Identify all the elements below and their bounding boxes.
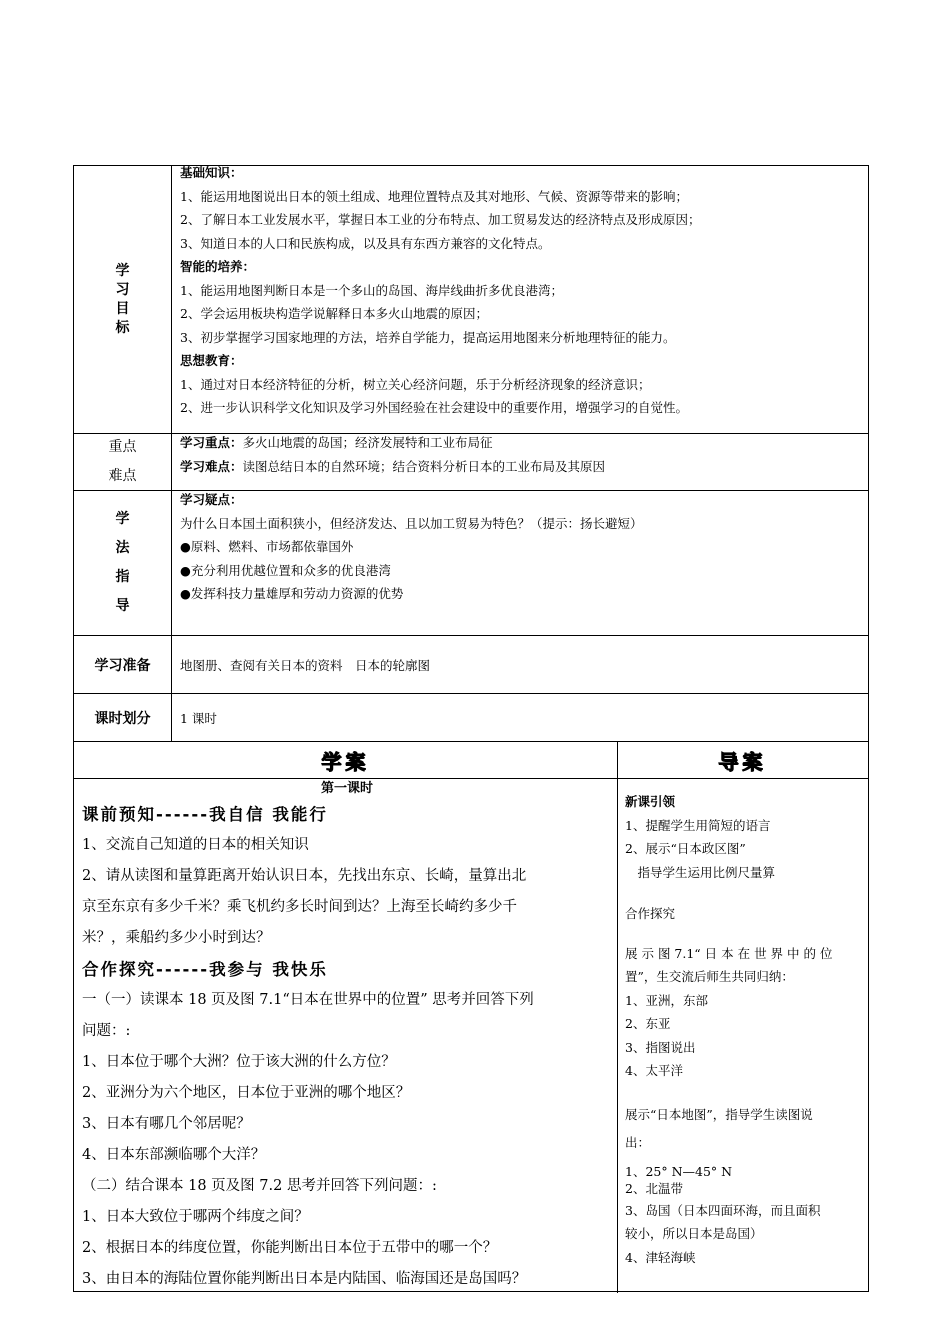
objective-item: 2、了解日本工业发展水平，掌握日本工业的分布特点、加工贸易发达的经济特点及形成原因； [180,212,701,227]
guide-answer: 2、北温带 [625,1180,683,1196]
objectives-label: 学习目标 [115,262,130,336]
prep-label-cell [74,636,172,693]
explore-item: （二）结合课本 18 页及图 7.2 思考并回答下列问题：: [82,1178,437,1194]
objectives-row [74,166,868,433]
objectives-content [172,161,868,433]
keypoints-label-cell [74,434,172,490]
guide-coop-heading: 合作探究 [625,906,676,921]
study-plan-header: 学案 [321,749,370,774]
objective-item: 2、进一步认识科学文化知识及学习外国经验在社会建设中的重要作用，增强学习的自觉性。 [180,400,688,415]
preview-item: 京至东京有多少千米？乘飞机约多长时间到达？上海至长崎约多少千 [82,899,517,915]
method-heading: 学习疑点： [180,492,243,507]
objective-item: 1、能运用地图判断日本是一个多山的岛国、海岸线曲折多优良港湾； [180,282,563,298]
preview-item: 1、交流自己知道的日本的相关知识 [82,837,309,853]
explore-heading: 合作探究------我参与 我快乐 [82,960,328,979]
hard-point-label: 学习难点： [180,458,243,474]
explore-item: 3、日本有哪几个邻居呢？ [82,1116,251,1132]
teaching-guide-column [625,790,865,1269]
method-label-char: 法 [115,540,130,556]
explore-item: 2、根据日本的纬度位置，你能判断出日本位于五带中的哪一个？ [82,1240,498,1256]
explore-item: 问题：: [82,1023,131,1039]
guide-intro-item: 指导学生运用比例尺量算 [625,864,776,880]
teaching-guide-header: 导案 [718,749,767,774]
guide-show-line: 出： [625,1134,651,1150]
method-label-char: 指 [115,569,130,585]
guide-intro-item: 1、提醒学生用简短的语言 [625,817,771,833]
objectives-heading-thought: 思想教育： [180,353,243,368]
explore-item: 一（一）读课本 18 页及图 7.1“日本在世界中的位置” 思考并回答下列 [82,992,534,1008]
method-label [116,505,130,621]
preview-item: 米？，乘船约多少小时到达？ [82,930,271,946]
study-plan-column [82,779,612,1295]
method-bullet: ●充分利用优越位置和众多的优良港湾 [180,562,391,578]
guide-intro-item: 2、展示“日本政区图” [625,841,746,856]
guide-show-line: 展 示 图 7.1“ 日 本 在 世 界 中 的 位 [625,945,833,961]
guide-answer: 1、25° N—45° N [625,1163,733,1179]
objective-item: 3、初步掌握学习国家地理的方法，培养自学能力，提高运用地图来分析地理特征的能力。 [180,329,676,345]
keypoints-label-key: 重点 [108,439,137,455]
preview-heading: 课前预知------我自信 我能行 [82,805,328,824]
objective-item: 1、能运用地图说出日本的领土组成、地理位置特点及其对地形、气候、资源等带来的影响； [180,188,688,204]
explore-item: 1、日本大致位于哪两个纬度之间？ [82,1209,309,1225]
explore-item: 1、日本位于哪个大洲？位于该大洲的什么方位？ [82,1054,396,1070]
method-bullet: ●原料、燃料、市场都依靠国外 [180,539,354,554]
explore-item: 2、亚洲分为六个地区，日本位于亚洲的哪个地区？ [82,1085,411,1101]
key-point-label: 学习重点： [180,435,243,450]
guide-show-line: 置”，生交流后师生共同归纳： [625,969,794,984]
prep-label: 学习准备 [94,657,151,674]
key-point-line [180,431,868,455]
guide-answer: 2、东亚 [625,1016,671,1031]
lesson-content-row [74,778,868,1293]
period-label: 课时划分 [94,710,151,727]
guide-answer: 3、指图说出 [625,1039,696,1055]
guide-show-line: 展示“日本地图”，指导学生读图说 [625,1106,813,1122]
objective-item: 3、知道日本的人口和民族构成，以及具有东西方兼容的文化特点。 [180,235,551,251]
method-bullet: ●发挥科技力量雄厚和劳动力资源的优势 [180,586,404,601]
guide-answer: 4、津轻海峡 [625,1249,696,1265]
hard-point-line [180,455,868,479]
hard-point-text: 读图总结日本的自然环境；结合资料分析日本的工业布局及其原因 [242,458,606,474]
explore-item: 3、由日本的海陆位置你能判断出日本是内陆国、临海国还是岛国吗？ [82,1271,527,1287]
guide-answer: 较小，所以日本是岛国） [625,1226,763,1241]
prep-row [74,635,868,693]
period-label-cell [74,694,172,741]
objectives-label-cell [74,166,172,433]
period-content [172,694,868,741]
method-row [74,490,868,635]
objective-item: 1、通过对日本经济特征的分析，树立关心经济问题，乐于分析经济现象的经济意识； [180,376,651,392]
column-divider [617,779,618,1293]
guide-answer: 3、岛国（日本四面环海，而且面积 [625,1202,821,1218]
key-point-text: 多火山地震的岛国；经济发展特和工业布局征 [242,435,493,450]
objective-item: 2、学会运用板块构造学说解释日本多火山地震的原因； [180,306,488,321]
keypoints-content [172,431,868,490]
guide-answer: 4、太平洋 [625,1063,683,1078]
explore-item: 4、日本东部濒临哪个大洋？ [82,1147,266,1163]
column-header-row [74,741,868,778]
period-row [74,693,868,741]
keypoints-row [74,433,868,490]
lesson-title: 第一课时 [320,781,373,796]
method-label-char: 导 [115,598,130,614]
preview-item: 2、请从读图和量算距离开始认识日本，先找出东京、长崎，量算出北 [82,868,527,884]
method-content [172,488,868,635]
method-label-char: 学 [115,511,130,527]
keypoints-label-hard: 难点 [108,468,137,484]
period-text: 1 课时 [180,710,217,726]
prep-content [172,636,868,693]
guide-answer: 1、亚洲，东部 [625,992,708,1008]
prep-text: 地图册、查阅有关日本的资料 日本的轮廓图 [180,657,431,673]
objectives-heading-basic: 基础知识： [180,165,243,180]
objectives-heading-ability: 智能的培养： [180,259,256,274]
lesson-plan-table [73,165,869,1292]
guide-intro-heading: 新课引领 [625,794,676,809]
method-question: 为什么日本国土面积狭小，但经济发达、且以加工贸易为特色？（提示：扬长避短） [180,515,643,531]
method-label-cell [74,491,172,635]
